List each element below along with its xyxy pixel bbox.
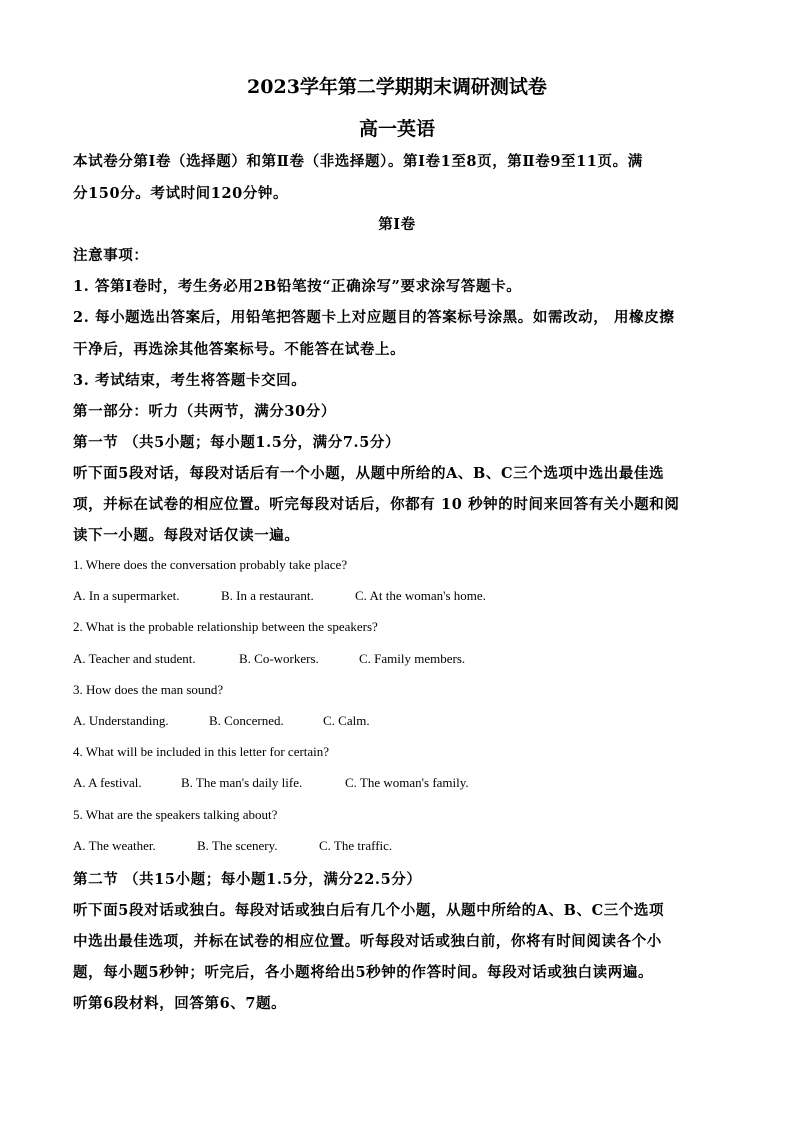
question-stem: 1. Where does the conversation probably take place?: [73, 557, 348, 572]
section1-instruction-2: 项，并标在试卷的相应位置。听完每段对话后，你都有 10 秒钟的时间来回答有关小题和阅: [73, 496, 680, 513]
note-item-3: 3. 考试结束，考生将答题卡交回。: [73, 372, 307, 389]
section2-instruction-2: 中选出最佳选项，并标在试卷的相应位置。听每段对话或独白前，你将有时间阅读各个小: [73, 933, 662, 950]
option-b: B. In a restaurant.: [221, 588, 314, 603]
option-b: B. The scenery.: [197, 838, 278, 853]
section1-instruction-3: 读下一小题。每段对话仅读一遍。: [73, 527, 300, 544]
option-a: A. Teacher and student.: [73, 651, 196, 666]
part1-heading: 第一部分：听力（共两节，满分30分）: [73, 403, 336, 420]
option-a: A. Understanding.: [73, 713, 169, 728]
option-c: C. At the woman's home.: [355, 588, 486, 603]
volume-label: 第Ⅰ卷: [378, 216, 416, 233]
note-item-2: 2. 每小题选出答案后，用铅笔把答题卡上对应题目的答案标号涂黑。如需改动， 用橡皮擦: [73, 309, 675, 326]
question-stem: 5. What are the speakers talking about?: [73, 807, 278, 822]
section1-heading: 第一节 （共5小题；每小题1.5分，满分7.5分）: [73, 434, 401, 451]
option-c: C. Family members.: [359, 651, 466, 666]
option-b: B. Co-workers.: [239, 651, 319, 666]
notes-heading: 注意事项：: [73, 247, 149, 264]
section1-instruction-1: 听下面5段对话，每段对话后有一个小题，从题中所给的A、B、C三个选项中选出最佳选: [73, 465, 665, 482]
question-options: [73, 713, 723, 729]
section2-instruction-1: 听下面5段对话或独白。每段对话或独白后有几个小题，从题中所给的A、B、C三个选项: [73, 902, 665, 919]
question-options: [73, 775, 723, 791]
question-options: [73, 651, 723, 667]
option-a: A. A festival.: [73, 775, 142, 790]
section2-heading: 第二节 （共15小题；每小题1.5分，满分22.5分）: [73, 871, 422, 888]
question-stem: 2. What is the probable relationship between the speakers?: [73, 619, 378, 634]
question-options: [73, 838, 723, 854]
note-item-1: 1. 答第Ⅰ卷时，考生务必用2B铅笔按“正确涂写”要求涂写答题卡。: [73, 278, 522, 295]
question-stem: 4. What will be included in this letter for certain?: [73, 744, 330, 759]
option-a: A. The weather.: [73, 838, 156, 853]
option-c: C. The woman's family.: [345, 775, 469, 790]
intro-line-2: 分150分。考试时间120分钟。: [73, 185, 289, 202]
option-c: C. Calm.: [323, 713, 370, 728]
option-a: A. In a supermarket.: [73, 588, 180, 603]
option-c: C. The traffic.: [319, 838, 393, 853]
question-stem: 3. How does the man sound?: [73, 682, 224, 697]
section2-instruction-4: 听第6段材料，回答第6、7题。: [73, 995, 287, 1012]
option-b: B. The man's daily life.: [181, 775, 303, 790]
intro-line-1: 本试卷分第Ⅰ卷（选择题）和第Ⅱ卷（非选择题）。第Ⅰ卷1至8页，第Ⅱ卷9至11页。满: [73, 153, 643, 170]
exam-title: 2023学年第二学期期末调研测试卷: [247, 76, 547, 98]
exam-subject: 高一英语: [358, 118, 435, 140]
note-item-2-cont: 干净后，再选涂其他答案标号。不能答在试卷上。: [73, 341, 406, 358]
option-b: B. Concerned.: [209, 713, 284, 728]
question-options: [73, 588, 723, 604]
section2-instruction-3: 题，每小题5秒钟；听完后，各小题将给出5秒钟的作答时间。每段对话或独白读两遍。: [73, 964, 654, 981]
